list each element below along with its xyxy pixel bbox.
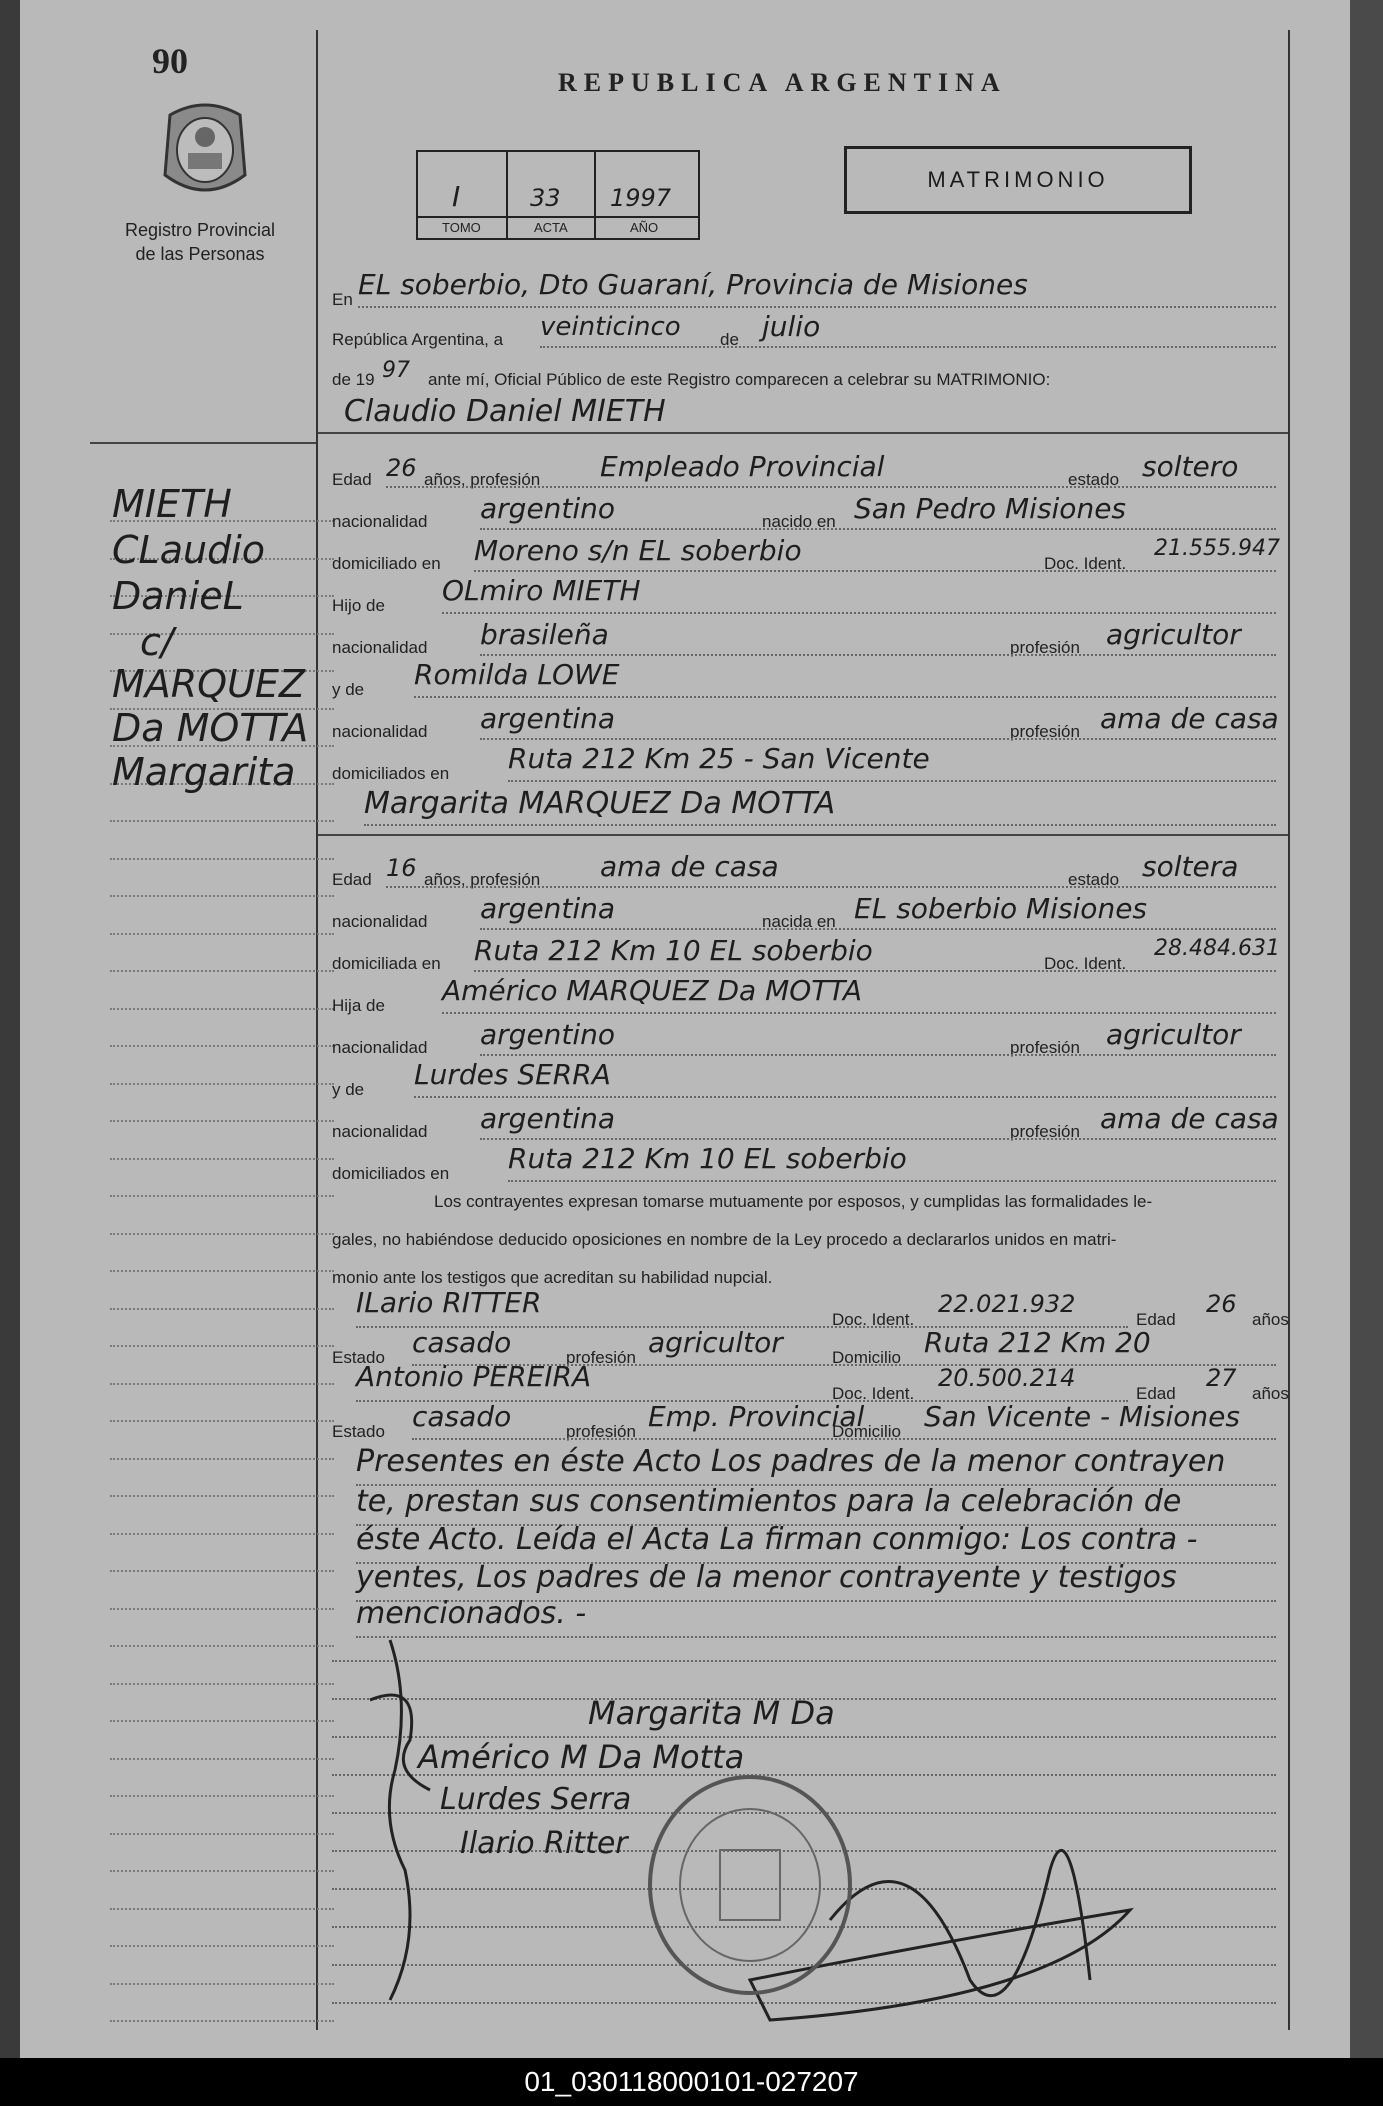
witness2-edad-label: Edad (1136, 1384, 1176, 1403)
margin-name-5: MARQUEZ (112, 662, 305, 706)
registry-label (110, 218, 290, 266)
bride-mother-nat: argentina (480, 1102, 616, 1135)
year-suffix: 97 (382, 358, 410, 383)
margin-name-7: Margarita (112, 750, 296, 794)
margin-ruled-line (110, 1795, 334, 1797)
margin-ruled-line (110, 1720, 334, 1722)
tomo-value: I (452, 180, 461, 213)
bride-edad-label: Edad (332, 870, 372, 889)
bride-nacionalidad-label: nacionalidad (332, 912, 428, 931)
note-line-1: Presentes en éste Acto Los padres de la menor contrayen (356, 1444, 1226, 1479)
margin-ruled-line (110, 1870, 334, 1872)
fill-line (480, 1138, 1276, 1140)
book-spine (0, 0, 20, 2106)
bride-doc-label: Doc. Ident. (1044, 954, 1127, 973)
groom-edad-label: Edad (332, 470, 372, 489)
groom-mother: Romilda LOWE (414, 658, 620, 691)
margin-ruled-line (110, 1758, 334, 1760)
witness2-profesion-label: profesión (566, 1422, 636, 1441)
month-value: julio (762, 310, 821, 343)
margin-ruled-line (110, 1908, 334, 1910)
fill-line (540, 346, 1276, 348)
groom-father-nat: brasileña (480, 618, 609, 651)
bride-father-nat: argentino (480, 1018, 616, 1051)
witness1-doc: 22.021.932 (938, 1290, 1076, 1318)
bride-yde-label: y de (332, 1080, 365, 1099)
note-line-3: éste Acto. Leída el Acta La firman conmigo: Los contra - (356, 1522, 1198, 1557)
margin-name-2: CLaudio (112, 528, 266, 572)
bride-mother-nat-label: nacionalidad (332, 1122, 428, 1141)
bride-name: Margarita MARQUEZ Da MOTTA (364, 786, 836, 821)
groom-estado-label: estado (1068, 470, 1120, 489)
witness1-estado-label: Estado (332, 1348, 385, 1367)
witness1-edad-label: Edad (1136, 1310, 1176, 1329)
fill-line (508, 780, 1276, 782)
groom-mother-nat-label: nacionalidad (332, 722, 428, 741)
official-stamp-icon (640, 1770, 860, 2000)
margin-ruled-line (110, 1983, 334, 1985)
witness1-domicilio-label: Domicilio (832, 1348, 901, 1367)
witness1-profesion-label: profesión (566, 1348, 636, 1367)
groom-kin-label: Hijo de (332, 596, 385, 615)
declaration-line-3: monio ante los testigos que acreditan su habilidad nupcial. (332, 1268, 773, 1287)
margin-top-rule (90, 442, 316, 444)
bride-kin-label: Hija de (332, 996, 385, 1015)
witness1-status: casado (412, 1326, 512, 1359)
witness2-estado-label: Estado (332, 1422, 385, 1441)
fill-line (480, 928, 1276, 930)
bride-nationality: argentina (480, 892, 616, 925)
margin-ruled-line (110, 1158, 334, 1160)
groom-separator (318, 432, 1288, 434)
bride-separator (318, 834, 1288, 836)
bride-domiciliados-label: domiciliados en (332, 1164, 450, 1183)
tomo-acta-ano-box (416, 150, 700, 240)
groom-name: Claudio Daniel MIETH (344, 394, 666, 429)
en-label: En (332, 290, 353, 309)
bride-estado-label: estado (1068, 870, 1120, 889)
margin-ruled-line (110, 970, 334, 972)
bride-anos-profesion: años, profesión (424, 870, 541, 889)
witness2-anos: años (1252, 1384, 1289, 1403)
bride-domicilio-label: domiciliada en (332, 954, 441, 973)
groom-yde-label: y de (332, 680, 365, 699)
margin-ruled-line (110, 1308, 334, 1310)
margin-ruled-line (110, 1458, 334, 1460)
margin-ruled-line (110, 1083, 334, 1085)
bride-status: soltera (1142, 850, 1239, 883)
intro-text: ante mí, Oficial Público de este Registro comparecen a celebrar su MATRIMONIO: (428, 370, 1051, 389)
margin-ruled-line (110, 2020, 334, 2022)
margin-ruled-line (110, 1495, 334, 1497)
margin-name-1: MIETH (112, 482, 232, 526)
witness2-doc-label: Doc. Ident. (832, 1384, 915, 1403)
act-type-box: MATRIMONIO (844, 146, 1192, 214)
groom-doc-label: Doc. Ident. (1044, 554, 1127, 573)
margin-ruled-line (110, 1345, 334, 1347)
margin-ruled-line (110, 1833, 334, 1835)
signature-bride-mother: Lurdes Serra (440, 1782, 632, 1817)
signature-bride: Margarita M Da (588, 1694, 835, 1732)
declaration-line-2: gales, no habiéndose deducido oposiciones en nombre de la Ley procedo a declararlos unidos en matri- (332, 1230, 1117, 1249)
fill-line (480, 654, 1276, 656)
bride-father-nat-label: nacionalidad (332, 1038, 428, 1057)
bride-father-prof: agricultor (1106, 1018, 1241, 1051)
margin-ruled-line (110, 1533, 334, 1535)
country-title: REPUBLICA ARGENTINA (558, 68, 1007, 97)
groom-father-prof: agricultor (1106, 618, 1241, 651)
margin-ruled-line (110, 1683, 334, 1685)
margin-ruled-line (110, 933, 334, 935)
groom-parents-address: Ruta 212 Km 25 - San Vicente (508, 742, 930, 775)
margin-ruled-line (110, 1945, 334, 1947)
witness1-age: 26 (1206, 1290, 1237, 1318)
bride-mother-prof: ama de casa (1100, 1102, 1279, 1135)
page-number: 90 (152, 41, 188, 81)
ano-value: 1997 (610, 184, 672, 212)
witness1-name: ILario RITTER (356, 1286, 542, 1319)
bride-address: Ruta 212 Km 10 EL soberbio (474, 934, 873, 967)
fill-line (480, 738, 1276, 740)
groom-birthplace: San Pedro Misiones (854, 492, 1127, 525)
witness2-name: Antonio PEREIRA (356, 1360, 592, 1393)
year-prefix: de 19 (332, 370, 375, 389)
fill-line (412, 1438, 1276, 1440)
groom-domiciliados-label: domiciliados en (332, 764, 450, 783)
fill-line (442, 612, 1276, 614)
margin-ruled-line (110, 1195, 334, 1197)
republica-label: República Argentina, a (332, 330, 504, 349)
fill-line (386, 886, 1276, 888)
groom-mother-prof: ama de casa (1100, 702, 1279, 735)
fill-line (474, 970, 1276, 972)
fill-line (414, 696, 1276, 698)
margin-ruled-line (110, 1008, 334, 1010)
place-value: EL soberbio, Dto Guaraní, Provincia de Misiones (358, 268, 1028, 301)
margin-ruled-line (110, 1383, 334, 1385)
signature-bride-father: Américo M Da Motta (418, 1738, 745, 1776)
margin-ruled-line (110, 1645, 334, 1647)
witness2-doc: 20.500.214 (938, 1364, 1076, 1392)
bride-nacido-label: nacida en (762, 912, 836, 931)
note-line-4: yentes, Los padres de la menor contrayente y testigos (356, 1560, 1177, 1595)
day-value: veinticinco (540, 312, 681, 342)
groom-mother-nat: argentina (480, 702, 616, 735)
book-edge (1350, 0, 1383, 2058)
witness2-age: 27 (1206, 1364, 1237, 1392)
bride-father: Américo MARQUEZ Da MOTTA (442, 974, 863, 1007)
groom-domicilio-label: domiciliado en (332, 554, 441, 573)
margin-ruled-line (110, 1120, 334, 1122)
groom-doc: 21.555.947 (1154, 536, 1280, 561)
ano-label: AÑO (630, 220, 659, 235)
margin-name-3: DanieL (112, 574, 244, 618)
registry-line-2: de las Personas (135, 244, 265, 264)
witness2-domicilio-label: Domicilio (832, 1422, 901, 1441)
acta-label: ACTA (534, 220, 568, 235)
note-line-5: mencionados. - (356, 1596, 587, 1631)
tomo-label: TOMO (442, 220, 481, 235)
margin-ruled-line (110, 1270, 334, 1272)
registry-seal-icon (150, 95, 260, 203)
groom-address: Moreno s/n EL soberbio (474, 534, 802, 567)
fill-line (386, 486, 1276, 488)
fill-line (474, 570, 1276, 572)
witness1-anos: años (1252, 1310, 1289, 1329)
witness2-address: San Vicente - Misiones (924, 1400, 1240, 1433)
groom-nacido-label: nacido en (762, 512, 836, 531)
margin-ruled-line (110, 858, 334, 860)
fill-line (414, 1096, 1276, 1098)
bride-doc: 28.484.631 (1154, 936, 1280, 961)
witness2-profession: Emp. Provincial (648, 1400, 865, 1433)
fill-line (442, 1012, 1276, 1014)
registry-line-1: Registro Provincial (124, 220, 276, 240)
de-label: de (720, 330, 739, 349)
groom-nationality: argentino (480, 492, 616, 525)
bride-profession: ama de casa (600, 850, 779, 883)
bride-father-prof-label: profesión (1010, 1038, 1080, 1057)
fill-line (480, 1054, 1276, 1056)
margin-ruled-line (110, 1045, 334, 1047)
bride-mother: Lurdes SERRA (414, 1058, 611, 1091)
groom-age: 26 (386, 454, 417, 482)
groom-father: OLmiro MIETH (442, 574, 641, 607)
fill-line (358, 306, 1276, 308)
groom-nacionalidad-label: nacionalidad (332, 512, 428, 531)
witness2-status: casado (412, 1400, 512, 1433)
groom-mother-prof-label: profesión (1010, 722, 1080, 741)
margin-ruled-line (110, 1233, 334, 1235)
fill-line (364, 824, 1276, 826)
note-line-2: te, prestan sus consentimientos para la celebración de (356, 1484, 1182, 1519)
groom-father-nat-label: nacionalidad (332, 638, 428, 657)
bride-parents-address: Ruta 212 Km 10 EL soberbio (508, 1142, 907, 1175)
document-page (20, 0, 1350, 2058)
witness1-doc-label: Doc. Ident. (832, 1310, 915, 1329)
groom-father-prof-label: profesión (1010, 638, 1080, 657)
witness1-address: Ruta 212 Km 20 (924, 1326, 1151, 1359)
page-right-border (1288, 30, 1290, 2030)
margin-ruled-line (110, 895, 334, 897)
signature-witness-1: Ilario Ritter (460, 1826, 628, 1861)
declaration-line-1: Los contrayentes expresan tomarse mutuamente por esposos, y cumplidas las formalidades le- (434, 1192, 1153, 1211)
margin-name-4: c/ (140, 620, 174, 664)
margin-ruled-line (110, 1570, 334, 1572)
bride-age: 16 (386, 854, 417, 882)
column-divider (316, 30, 318, 2030)
groom-profession: Empleado Provincial (600, 450, 885, 483)
margin-name-6: Da MOTTA (112, 706, 309, 750)
fill-line (508, 1180, 1276, 1182)
acta-value: 33 (530, 184, 561, 212)
groom-anos-profesion: años, profesión (424, 470, 541, 489)
image-id-footer: 01_030118000101-027207 (0, 2058, 1383, 2106)
margin-ruled-line (110, 1608, 334, 1610)
bride-birthplace: EL soberbio Misiones (854, 892, 1148, 925)
bride-mother-prof-label: profesión (1010, 1122, 1080, 1141)
witness1-profession: agricultor (648, 1326, 783, 1359)
margin-ruled-line (110, 820, 334, 822)
fill-line (480, 528, 1276, 530)
margin-ruled-line (110, 1420, 334, 1422)
groom-status: soltero (1142, 450, 1239, 483)
